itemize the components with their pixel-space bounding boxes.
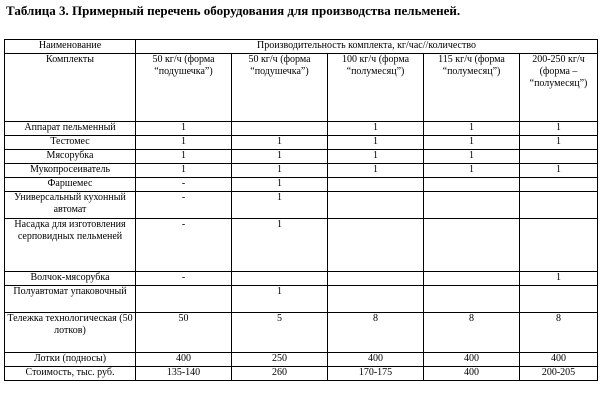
table-body (5, 122, 598, 381)
value-cell: 1 (328, 164, 424, 178)
page-title: Таблица 3. Примерный перечень оборудования для производства пельменей. (6, 3, 461, 18)
value-cell: 260 (232, 367, 328, 381)
value-cell: 1 (424, 136, 520, 150)
row-name-cell: Лотки (подносы) (5, 353, 136, 367)
value-cell (232, 122, 328, 136)
value-cell: - (136, 192, 232, 219)
value-cell (520, 192, 598, 219)
value-cell (136, 286, 232, 313)
table-row (5, 313, 598, 353)
value-cell (328, 192, 424, 219)
value-cell (328, 219, 424, 272)
table-row (5, 178, 598, 192)
value-cell (424, 286, 520, 313)
value-cell: 1 (328, 136, 424, 150)
value-cell (520, 219, 598, 272)
value-cell: - (136, 178, 232, 192)
value-cell: 200-205 (520, 367, 598, 381)
value-cell: 1 (232, 136, 328, 150)
value-cell: 8 (328, 313, 424, 353)
value-cell (424, 272, 520, 286)
value-cell: 400 (136, 353, 232, 367)
value-cell: 1 (136, 122, 232, 136)
row-name-cell: Насадка для изготовления серповидных пельменей (5, 219, 136, 272)
value-cell: 1 (232, 150, 328, 164)
header-column: 200-250 кг/ч (форма – “полумесяц”) (520, 54, 598, 122)
value-cell (328, 286, 424, 313)
value-cell (232, 272, 328, 286)
value-cell: 1 (520, 272, 598, 286)
table-row (5, 353, 598, 367)
row-name-cell: Универсальный кухонный автомат (5, 192, 136, 219)
value-cell: 1 (232, 164, 328, 178)
header-sets-cell: Комплекты (5, 54, 136, 122)
value-cell: - (136, 272, 232, 286)
value-cell: 50 (136, 313, 232, 353)
row-name-cell: Стоимость, тыс. руб. (5, 367, 136, 381)
header-column: 100 кг/ч (форма “полумесяц”) (328, 54, 424, 122)
value-cell: 400 (424, 367, 520, 381)
value-cell (328, 272, 424, 286)
value-cell: 1 (232, 192, 328, 219)
equipment-table (4, 39, 598, 381)
header-column: 50 кг/ч (форма “подушечка”) (136, 54, 232, 122)
row-name-cell: Мукопросеиватель (5, 164, 136, 178)
value-cell (424, 178, 520, 192)
value-cell: 1 (520, 122, 598, 136)
value-cell: 1 (232, 286, 328, 313)
value-cell: 5 (232, 313, 328, 353)
value-cell: 8 (424, 313, 520, 353)
value-cell: 1 (424, 122, 520, 136)
row-name-cell: Тележка технологическая (50 лотков) (5, 313, 136, 353)
header-column: 50 кг/ч (форма “подушечка”) (232, 54, 328, 122)
table-row (5, 192, 598, 219)
value-cell: 1 (424, 150, 520, 164)
value-cell: 250 (232, 353, 328, 367)
value-cell (424, 219, 520, 272)
value-cell: 1 (136, 150, 232, 164)
value-cell: 1 (424, 164, 520, 178)
table-row (5, 164, 598, 178)
row-name-cell: Волчок-мясорубка (5, 272, 136, 286)
table-row (5, 272, 598, 286)
value-cell: 400 (328, 353, 424, 367)
value-cell: 1 (136, 136, 232, 150)
value-cell: 8 (520, 313, 598, 353)
value-cell: 1 (520, 136, 598, 150)
row-name-cell: Мясорубка (5, 150, 136, 164)
row-name-cell: Фаршемес (5, 178, 136, 192)
value-cell (520, 150, 598, 164)
value-cell (328, 178, 424, 192)
value-cell: 135-140 (136, 367, 232, 381)
table-row (5, 122, 598, 136)
value-cell: - (136, 219, 232, 272)
table-row (5, 219, 598, 272)
value-cell: 1 (328, 150, 424, 164)
row-name-cell: Тестомес (5, 136, 136, 150)
value-cell: 1 (232, 178, 328, 192)
value-cell (520, 286, 598, 313)
table-row (5, 136, 598, 150)
table-row (5, 150, 598, 164)
row-name-cell: Аппарат пельменный (5, 122, 136, 136)
value-cell (520, 178, 598, 192)
value-cell: 170-175 (328, 367, 424, 381)
value-cell: 400 (520, 353, 598, 367)
value-cell: 400 (424, 353, 520, 367)
header-name-cell: Наименование (5, 40, 136, 54)
value-cell (424, 192, 520, 219)
table-row (5, 367, 598, 381)
header-performance-cell: Производительность комплекта, кг/час//количество (136, 40, 598, 54)
header-column: 115 кг/ч (форма “полумесяц”) (424, 54, 520, 122)
value-cell: 1 (520, 164, 598, 178)
table-row (5, 286, 598, 313)
value-cell: 1 (232, 219, 328, 272)
row-name-cell: Полуавтомат упаковочный (5, 286, 136, 313)
value-cell: 1 (328, 122, 424, 136)
value-cell: 1 (136, 164, 232, 178)
